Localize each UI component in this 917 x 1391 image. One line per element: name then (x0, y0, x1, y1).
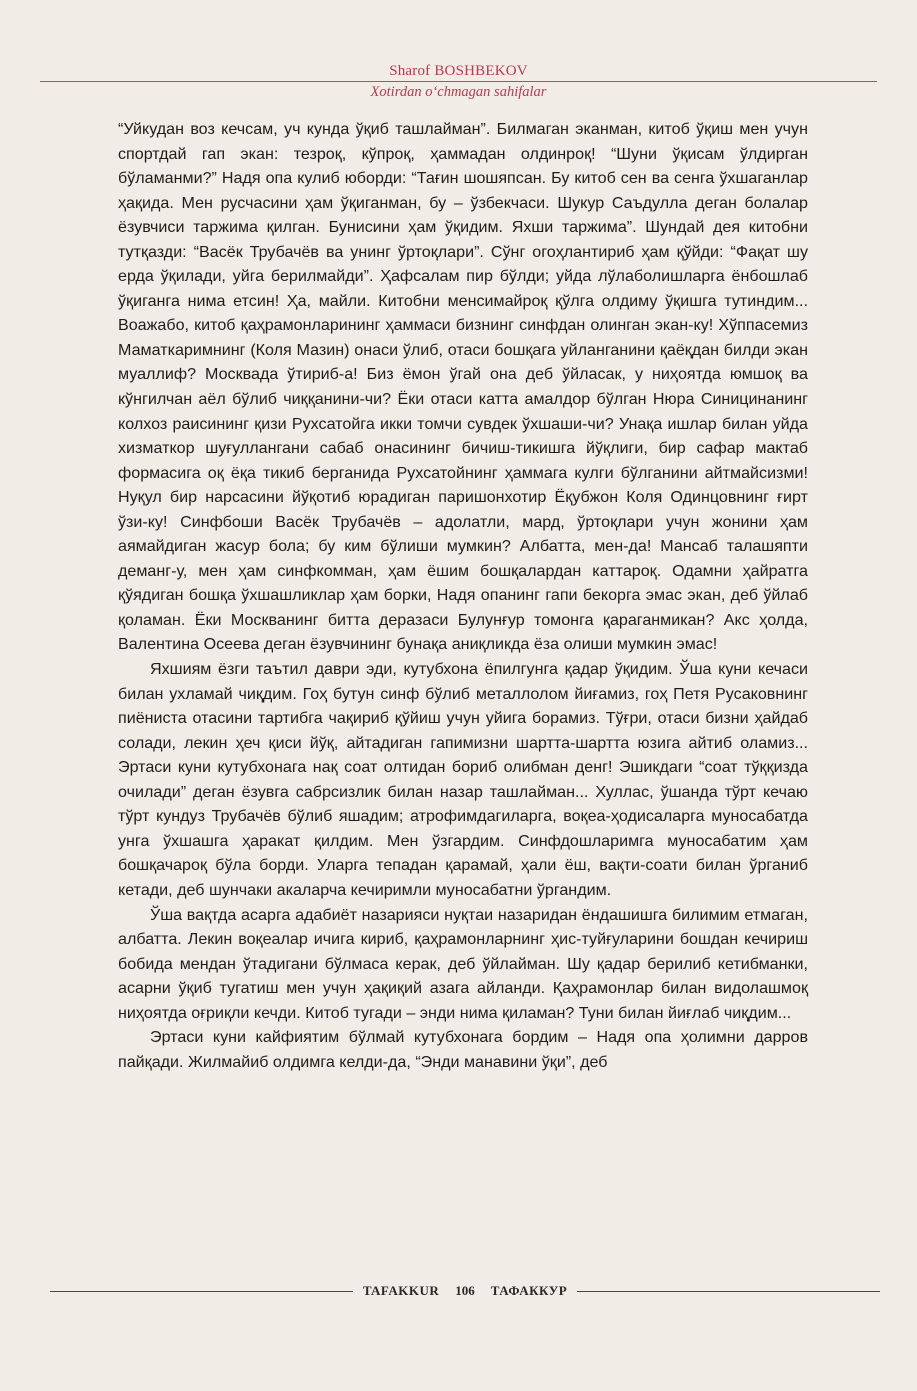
running-footer (50, 1283, 880, 1299)
paragraph: “Уйкудан воз кечсам, уч кунда ўқиб ташлайман”. Билмаган эканман, китоб ўқиш мен учун спортдай гап экан: тезроқ, кўпроқ, ҳаммадан олдинроқ! “Шуни ўқисам ўлдирган бўламанми?” Надя опа кулиб юборди: “Тағин шошяпсан. Бу китоб сен ва сенга ўхшаганлар ҳақида. Мен русчасини ҳам ўқиганман, бу – ўзбекчаси. Шукур Саъдулла деган болалар ёзувчиси таржима қилган. Бунисини ҳам ўқидим. Яхши таржима”. Шундай дея китобни тутқазди: “Васёк Трубачёв ва унинг ўртоқлари”. Сўнг огоҳлантириб ҳам қўйди: “Фақат шу ерда ўқилади, уйга берилмайди”. Ҳафсалам пир бўлди; уйда лўлаболишларга ёнбошлаб ўқиганга нима етсин! Ҳа, майли. Китобни менсимайроқ қўлга олдиму ўқишга тутиндим... Воажабо, китоб қаҳрамонларининг ҳаммаси бизнинг синфдан олинган экан-ку! Хўппасемиз Маматкаримнинг (Коля Мазин) онаси ўлиб, отаси бошқага уйланганини қаёқдан билди экан муаллиф? Москвада ўтириб-а! Биз ёмон ўгай она деб ўйласак, у ниҳоятда юмшоқ ва кўнгилчан аёл бўлиб чиққанини-чи? Ёки отаси катта амалдор бўлган Нюра Синицинанинг колхоз раисининг қизи Рухсатойга икки томчи сувдек ўхшаши-чи? Унақа ишлар билан уйда хизматкор шуғуллангани сабаб онасининг бичиш-тикишга йўқлиги, бир сафар мактаб формасига оқ ёқа тикиб берганида Рухсатойнинг ҳаммага кулги бўлганини айтмайсизми! Нуқул бир нарсасини йўқотиб юрадиган паришонхотир Ёқубжон Коля Одинцовнинг ғирт ўзи-ку! Синфбоши Васёк Трубачёв – адолатли, мард, ўртоқлари учун жонини ҳам аямайдиган жасур бола; бу ким бўлиши мумкин? Албатта, мен-да! Мансаб талашяпти деманг-у, мен ҳам синфкомман, ҳам ёшим бошқалардан каттароқ. Одамни ҳайратга қўядиган бошқа ўхшашликлар ҳам борки, Надя опанинг гапи бекорга эмас экан, деб ўйлаб қоламан. Ёки Москванинг битта деразаси Булунғур томонга қараганмикан? Акс ҳолда, Валентина Осеева деган ёзувчининг бунақа аниқликда ёза олиши мумкин эмас! (118, 120, 808, 654)
paragraph: Эртаси куни кайфиятим бўлмай кутубхонага бордим – Надя опа ҳолимни дарров пайқади. Жилмайиб олдимга келди-да, “Энди манавини ўқи”, деб (118, 1028, 808, 1071)
page-number: 106 (455, 1283, 475, 1298)
header-author: Sharof BOSHBEKOV (389, 63, 528, 79)
running-header (40, 62, 877, 101)
article-body (118, 117, 808, 1074)
paragraph: Яхшиям ёзги таътил даври эди, кутубхона ёпилгунга қадар ўқидим. Ўша куни кечаси билан ухламай чиқдим. Гоҳ бутун синф бўлиб металлолом йиғамиз, гоҳ Петя Русаковнинг пиёниста отасини тартибга чақириб қўйиш учун уйига борамиз. Тўғри, отаси бизни ҳайдаб солади, лекин ҳеч қиси йўқ, айтадиган гапимизни шартта-шартта юзига айтиб оламиз... Эртаси куни кутубхонага нақ соат олтидан бориб олибман денг! Эшикдаги “соат тўққизда очилади” деган ёзувга сабрсизлик билан назар ташлайман... Хуллас, ўшанда тўрт кечаю тўрт кундуз Трубачёв бўлиб яшадим; атрофимдагиларга, воқеа-ҳодисаларга муносабатда унга ўхшашга ҳаракат қилдим. Мен ўзгардим. Синфдошларимга муносабатим ҳам бошқачароқ бўла борди. Уларга тепадан қарамай, ҳали ёш, вақти-соати билан ўрганиб кетади, деб шунчаки акаларча кечиримли муносабатни ўргандим. (118, 660, 808, 899)
footer-journal-latin: TAFAKKUR (362, 1283, 440, 1298)
footer-rule-right (577, 1291, 880, 1292)
header-divider (40, 81, 877, 82)
footer-journal-cyrillic: ТАФАККУР (490, 1283, 568, 1298)
paragraph: Ўша вақтда асарга адабиёт назарияси нуқтаи назаридан ёндашишга билимим етмаган, албатта. Лекин воқеалар ичига кириб, қаҳрамонларнинг ҳис-туйғуларини бошдан кечириш бобида мендан ўтадигани бўлмаса керак, деб ўйлайман. Шу қадар берилиб кетибманки, асарни ўқиб тугатиш мен учун ҳақиқий азага айланди. Қаҳрамонлар билан видолашмоқ ниҳоятда оғриқли кечди. Китоб тугади – энди нима қиламан? Туни билан йиғлаб чиқдим... (118, 905, 808, 1022)
footer-rule-left (50, 1291, 353, 1292)
header-subtitle: Xotirdan o‘chmagan sahifalar (370, 84, 547, 100)
